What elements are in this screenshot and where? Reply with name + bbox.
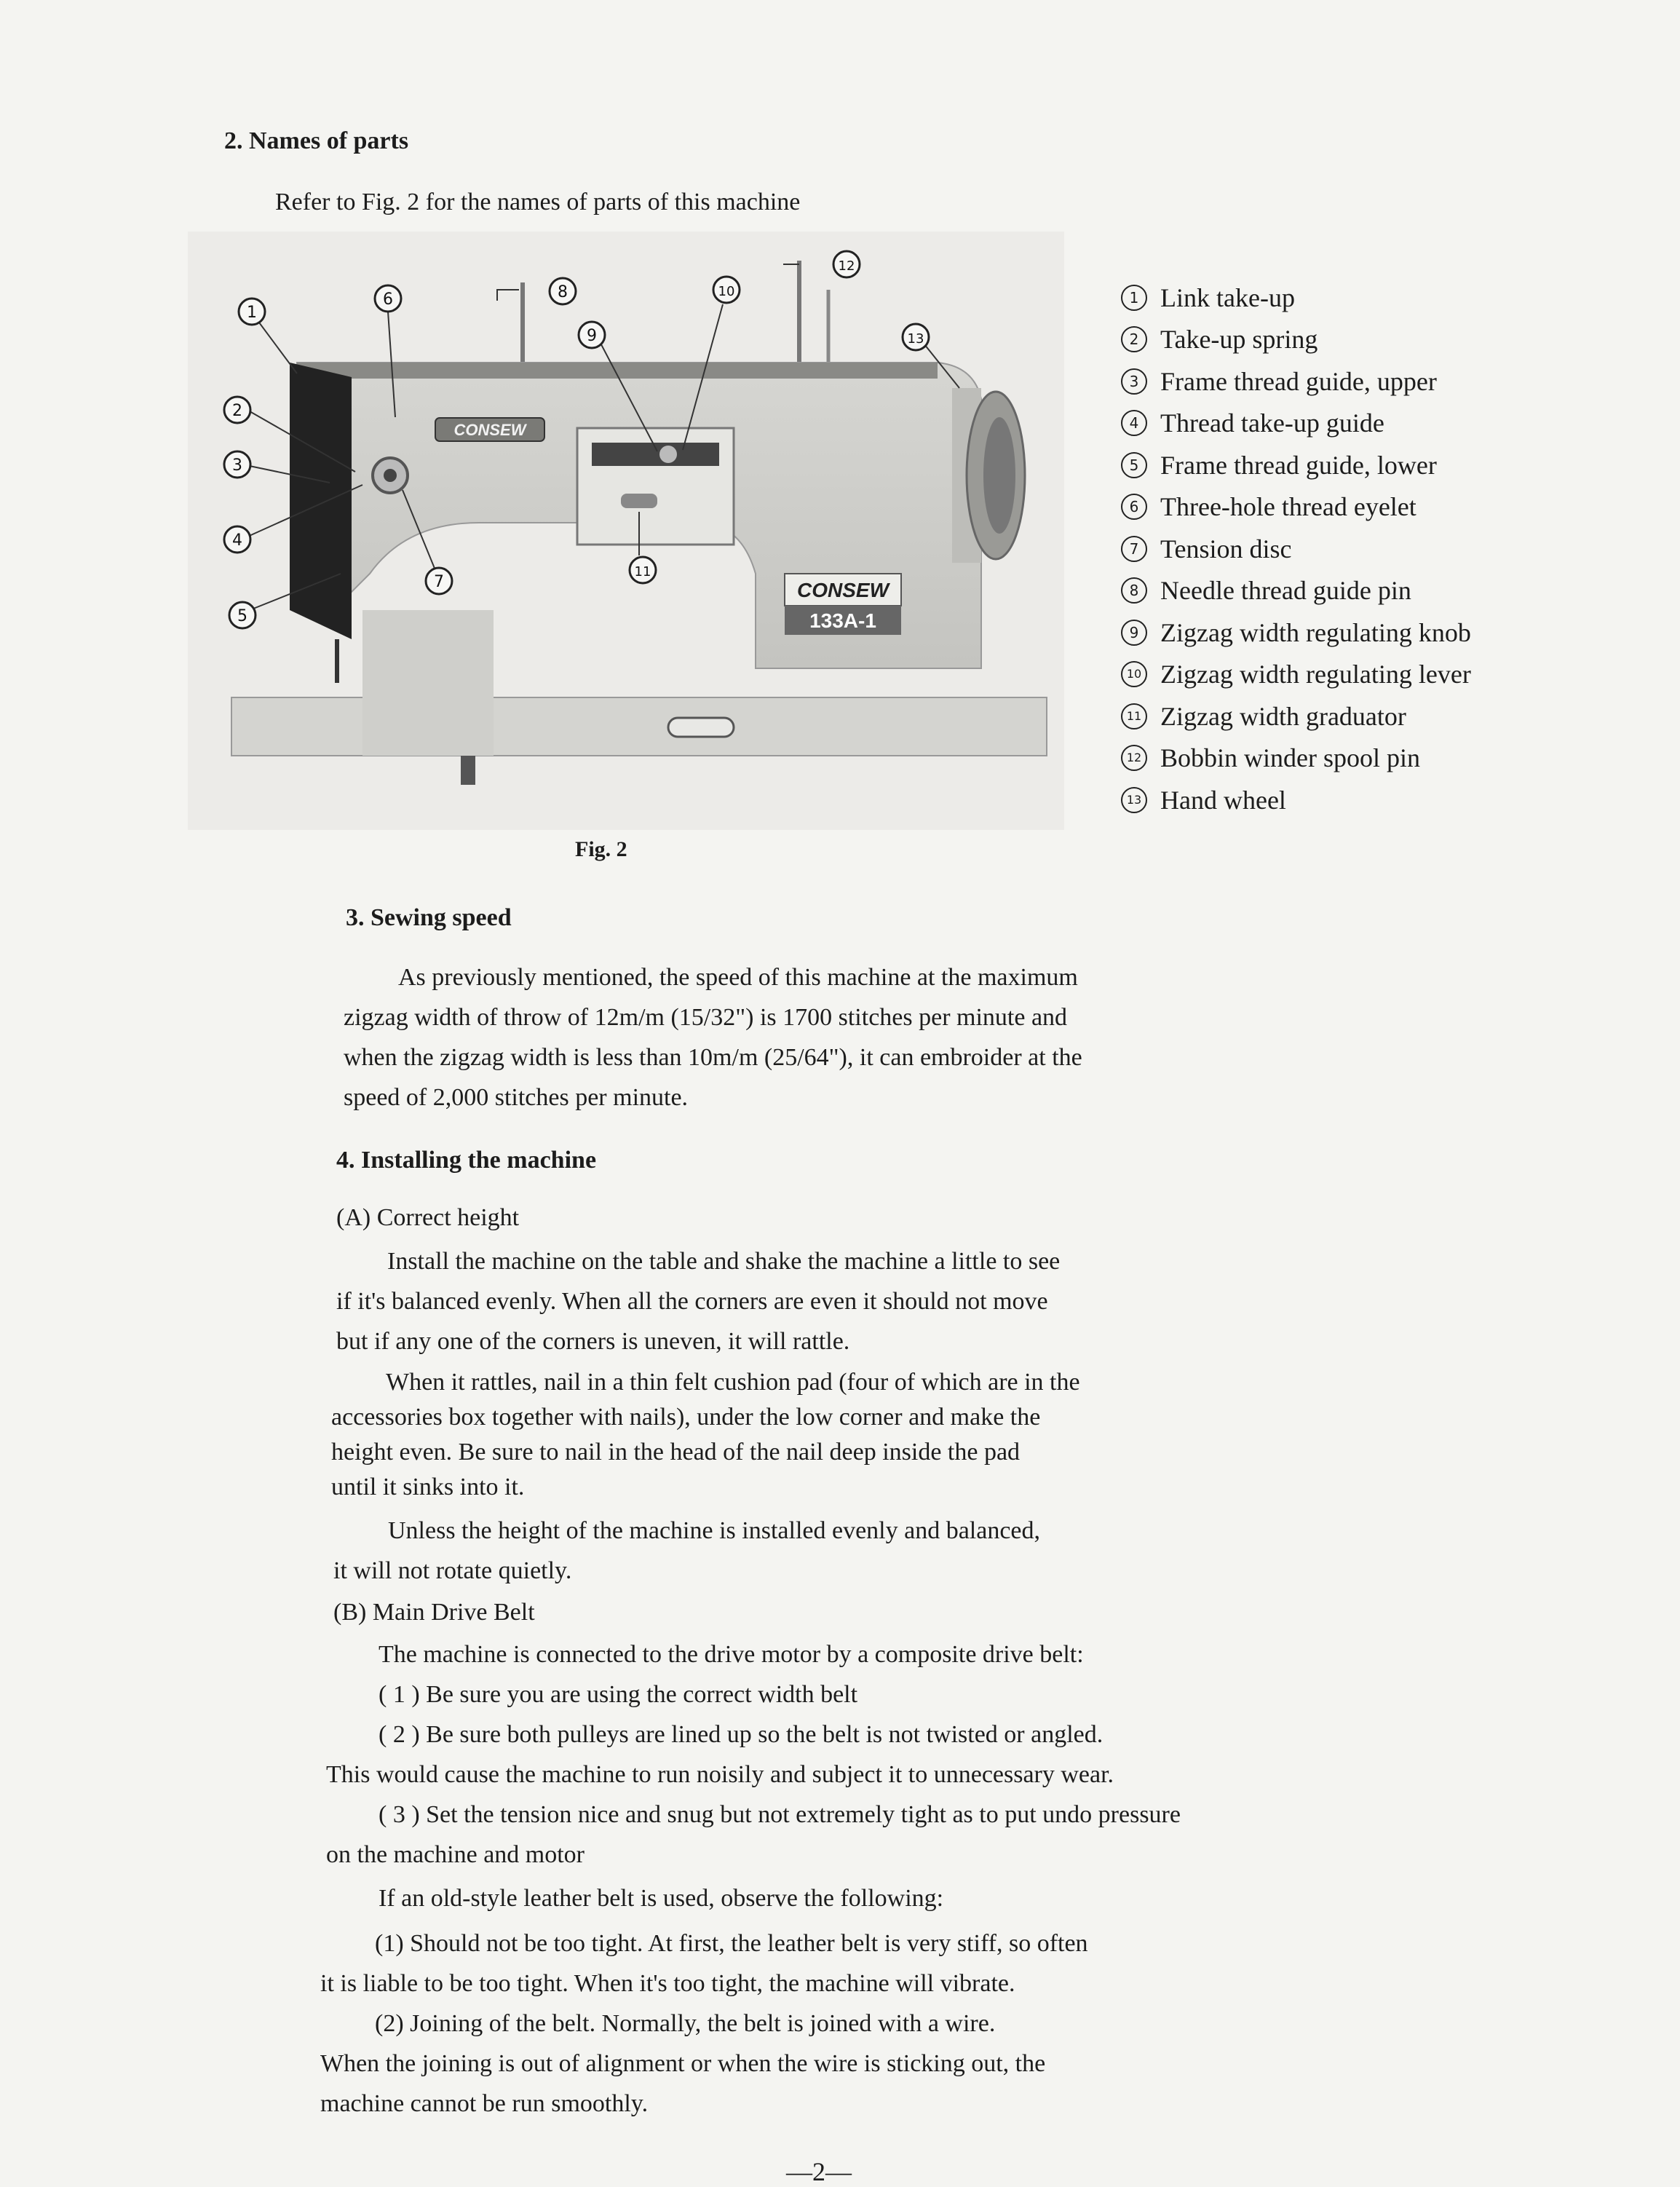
part-number: 6 [1121, 494, 1147, 520]
part-number: 7 [1121, 536, 1147, 562]
subsection-a-paragraph-2 [331, 1365, 1080, 1505]
text-line: (2) Joining of the belt. Normally, the belt is joined with a wire. [375, 2010, 996, 2037]
text-line: Install the machine on the table and shake the machine a little to see [387, 1248, 1061, 1275]
section-3-title: 3. Sewing speed [346, 904, 512, 931]
parts-list-item [1121, 695, 1471, 737]
text-line: it is liable to be too tight. When it's too tight, the machine will vibrate. [320, 1970, 1015, 1997]
part-number: 12 [1121, 745, 1147, 771]
text-line: When the joining is out of alignment or when the wire is sticking out, the [320, 2050, 1046, 2077]
sewing-machine-illustration [188, 232, 1064, 830]
part-name: Zigzag width regulating knob [1160, 617, 1471, 647]
part-number: 3 [1121, 368, 1147, 395]
text-line: machine cannot be run smoothly. [320, 2090, 649, 2117]
callout-9: 9 [587, 327, 597, 345]
text-line: when the zigzag width is less than 10m/m (25/64"), it can embroider at the [344, 1044, 1082, 1071]
callout-8: 8 [558, 283, 568, 301]
part-number: 4 [1121, 410, 1147, 436]
parts-list [1121, 277, 1471, 821]
text-line: As previously mentioned, the speed of this machine at the maximum [398, 964, 1078, 991]
callout-2: 2 [232, 402, 242, 420]
parts-list-item [1121, 737, 1471, 780]
part-name: Zigzag width graduator [1160, 701, 1406, 731]
subsection-a-paragraph-3 [333, 1511, 1040, 1591]
text-line: it will not rotate quietly. [333, 1557, 572, 1584]
part-number: 10 [1121, 661, 1147, 687]
subsection-a-paragraph-1 [336, 1241, 1060, 1361]
part-name: Bobbin winder spool pin [1160, 743, 1420, 773]
subsection-b-paragraph [326, 1634, 1181, 1875]
callout-11: 11 [634, 564, 651, 580]
part-number: 2 [1121, 326, 1147, 352]
leather-belt-intro: If an old-style leather belt is used, observe the following: [379, 1885, 944, 1912]
parts-list-item [1121, 486, 1471, 529]
part-name: Hand wheel [1160, 785, 1286, 815]
subsection-a-heading: (A) Correct height [336, 1204, 520, 1231]
text-line: if it's balanced evenly. When all the corners are even it should not move [336, 1288, 1048, 1315]
parts-list-item [1121, 360, 1471, 403]
part-number: 9 [1121, 620, 1147, 646]
section-3-paragraph [344, 957, 1082, 1118]
callout-13: 13 [907, 331, 924, 347]
callout-6: 6 [383, 290, 393, 309]
parts-list-item [1121, 403, 1471, 445]
text-line: on the machine and motor [326, 1841, 585, 1868]
parts-list-item [1121, 528, 1471, 570]
subsection-b-heading: (B) Main Drive Belt [333, 1599, 535, 1626]
section-4-title: 4. Installing the machine [336, 1147, 597, 1174]
callout-10: 10 [718, 284, 735, 299]
part-number: 5 [1121, 452, 1147, 478]
parts-list-item [1121, 654, 1471, 696]
callout-4: 4 [232, 531, 242, 550]
text-line: ( 3 ) Set the tension nice and snug but not extremely tight as to put undo pressure [379, 1801, 1181, 1828]
callout-3: 3 [232, 456, 242, 475]
leather-belt-list [320, 1923, 1088, 2124]
text-line: This would cause the machine to run noisily and subject it to unnecessary wear. [326, 1761, 1114, 1788]
text-line: until it sinks into it. [331, 1474, 525, 1500]
sewing-machine-figure [188, 232, 1064, 830]
callout-1: 1 [247, 304, 257, 322]
text-line: When it rattles, nail in a thin felt cushion pad (four of which are in the [386, 1369, 1080, 1396]
text-line: (1) Should not be too tight. At first, the leather belt is very stiff, so often [375, 1930, 1088, 1957]
text-line: accessories box together with nails), under the low corner and make the [331, 1404, 1041, 1431]
part-name: Three-hole thread eyelet [1160, 492, 1416, 522]
part-name: Take-up spring [1160, 325, 1318, 355]
text-line: The machine is connected to the drive motor by a composite drive belt: [379, 1641, 1084, 1668]
part-number: 11 [1121, 703, 1147, 729]
model-label: 133A-1 [809, 609, 876, 632]
section-2-title: 2. Names of parts [224, 127, 409, 154]
text-line: Unless the height of the machine is installed evenly and balanced, [388, 1517, 1041, 1544]
parts-list-item [1121, 319, 1471, 361]
part-name: Frame thread guide, upper [1160, 366, 1437, 396]
text-line: ( 1 ) Be sure you are using the correct width belt [379, 1681, 858, 1708]
part-name: Zigzag width regulating lever [1160, 660, 1471, 689]
figure-caption: Fig. 2 [575, 837, 627, 861]
text-line: ( 2 ) Be sure both pulleys are lined up so the belt is not twisted or angled. [379, 1721, 1104, 1748]
callout-7: 7 [434, 573, 444, 591]
page-number: —2— [786, 2157, 852, 2186]
text-line: but if any one of the corners is uneven, it will rattle. [336, 1328, 850, 1355]
part-number: 8 [1121, 577, 1147, 604]
part-name: Thread take-up guide [1160, 408, 1384, 438]
callout-5: 5 [237, 607, 247, 625]
part-name: Needle thread guide pin [1160, 576, 1411, 606]
parts-list-item [1121, 779, 1471, 821]
brand-label: CONSEW [453, 421, 526, 439]
part-number: 13 [1121, 787, 1147, 813]
part-name: Tension disc [1160, 534, 1292, 563]
part-name: Frame thread guide, lower [1160, 450, 1437, 480]
part-number: 1 [1121, 285, 1147, 311]
section-2-intro: Refer to Fig. 2 for the names of parts of this machine [275, 189, 801, 215]
brand-label-2: CONSEW [797, 579, 889, 601]
text-line: speed of 2,000 stitches per minute. [344, 1084, 689, 1111]
part-name: Link take-up [1160, 282, 1295, 312]
callout-12: 12 [838, 258, 855, 274]
text-line: zigzag width of throw of 12m/m (15/32") is 1700 stitches per minute and [344, 1004, 1068, 1031]
parts-list-item [1121, 277, 1471, 319]
parts-list-item [1121, 444, 1471, 486]
text-line: height even. Be sure to nail in the head of the nail deep inside the pad [331, 1439, 1021, 1466]
parts-list-item [1121, 570, 1471, 612]
parts-list-item [1121, 612, 1471, 654]
